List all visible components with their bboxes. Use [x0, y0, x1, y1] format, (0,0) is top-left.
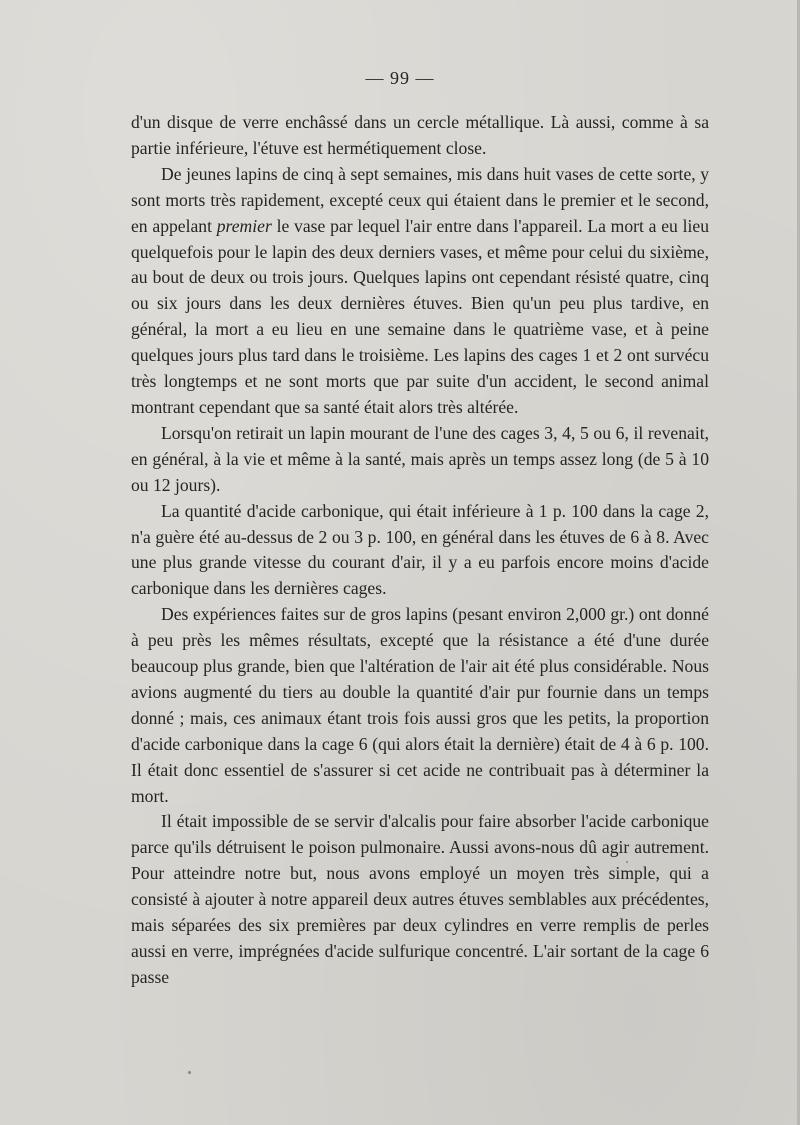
paragraph-2-emphasis: premier: [216, 215, 272, 236]
paper-speck: [626, 861, 628, 863]
paragraph-3: Lorsqu'on retirait un lapin mourant de l'une des cages 3, 4, 5 ou 6, il revenait, en général, à la vie et même à la santé, mais après un temps assez long (de 5 à 10 ou 12 jours).: [131, 422, 709, 495]
body-text: [131, 110, 709, 991]
paragraph-5: Des expériences faites sur de gros lapins (pesant environ 2,000 gr.) ont donné à peu près les mêmes résultats, excepté que la résistance a été d'une durée beaucoup plus grande, bien que l'altération de l'air ait été plus considérable. Nous avions augmenté du tiers au double la quantité d'air pur fournie dans un temps donné ; mais, ces animaux étant trois fois aussi gros que les petits, la proportion d'acide carbonique dans la cage 6 (qui alors était la dernière) était de 4 à 6 p. 100. Il était donc essentiel de s'assurer si cet acide ne contribuait pas à déterminer la mort.: [131, 604, 709, 806]
paragraph-6: Il était impossible de se servir d'alcalis pour faire absorber l'acide carbonique parce qu'ils détruisent le poison pulmonaire. Aussi avons-nous dû agir autrement. Pour atteindre notre but, nous avons employé un moyen très simple, qui a consisté à ajouter à notre appareil deux autres étuves semblables aux précédentes, mais séparées des six premières par deux cylindres en verre remplis de perles aussi en verre, imprégnées d'acide sulfurique concentré. L'air sortant de la cage 6 passe: [131, 811, 709, 987]
paragraph-2-part-2: le vase par lequel l'air entre dans l'appareil. La mort a eu lieu quelquefois pour le lapin des deux derniers vases, et même pour celui du sixième, au bout de deux ou trois jours. Quelques lapins ont cependant résisté quatre, cinq ou six jours dans les deux dernières étuves. Bien qu'un peu plus tardive, en général, la mort a eu lieu en une semaine dans le quatrième vase, et à peine quelques jours plus tard dans le troisième. Les lapins des cages 1 et 2 ont survécu très longtemps et ne sont morts que par suite d'un accident, le second animal montrant cependant que sa santé était alors très altérée.: [131, 215, 709, 417]
paper-speck: [188, 1071, 191, 1074]
paragraph-4: La quantité d'acide carbonique, qui était inférieure à 1 p. 100 dans la cage 2, n'a guère été au-dessus de 2 ou 3 p. 100, en général dans les étuves de 6 à 8. Avec une plus grande vitesse du courant d'air, il y a eu parfois encore moins d'acide carbonique dans les dernières cages.: [131, 500, 709, 599]
page-number: — 99 —: [365, 68, 435, 88]
paragraph-1: d'un disque de verre enchâssé dans un cercle métallique. Là aussi, comme à sa partie inférieure, l'étuve est hermétiquement close.: [131, 112, 709, 158]
paragraph-2-part-1: De jeunes lapins de cinq à sept semaines, mis dans huit vases de cette sorte, y sont morts très rapidement, excepté ceux qui étaient dans le premier et le second, en appelant: [131, 163, 709, 236]
paragraph-2: [131, 162, 709, 421]
